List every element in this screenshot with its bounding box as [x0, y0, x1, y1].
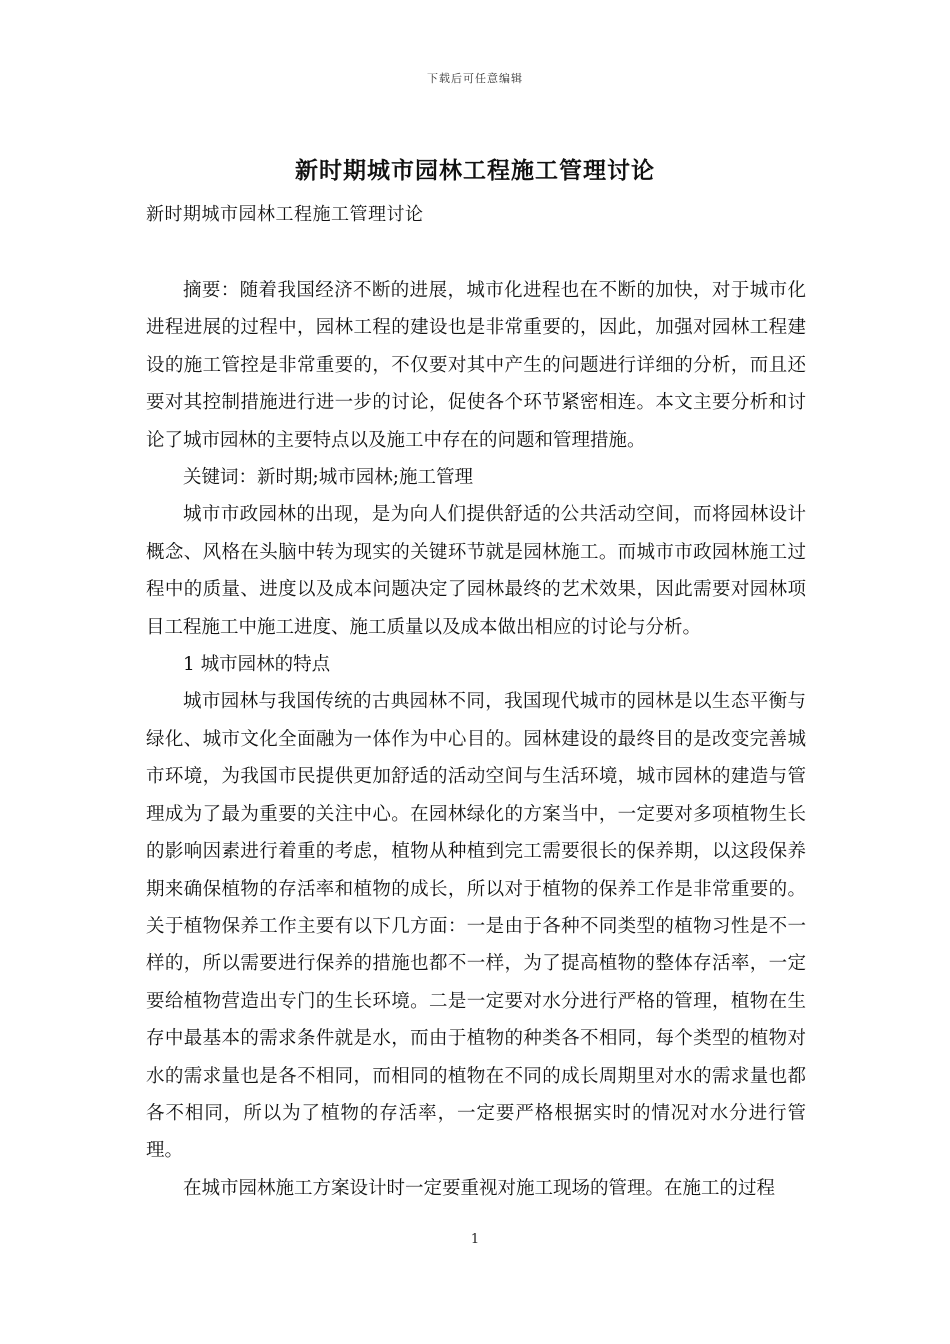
- section-heading: 1 城市园林的特点: [183, 654, 331, 676]
- header-note: 下载后可任意编辑: [427, 72, 523, 85]
- intro-paragraph: 城市市政园林的出现，是为向人们提供舒适的公共活动空间，而将园林设计概念、风格在头脑中转为现实的关键环节就是园林施工。而城市市政园林施工过程中的质量、进度以及成本问题决定了园林最终的艺术效果，因此需要对园林项目工程施工中施工进度、施工质量以及成本做出相应的讨论与分析。: [146, 504, 806, 638]
- abstract-paragraph: 摘要：随着我国经济不断的进展，城市化进程也在不断的加快，对于城市化进程进展的过程中，园林工程的建设也是非常重要的，因此，加强对园林工程建设的施工管控是非常重要的，不仅要对其中产生的问题进行详细的分析，而且还要对其控制措施进行进一步的讨论，促使各个环节紧密相连。本文主要分析和讨论了城市园林的主要特点以及施工中存在的问题和管理措施。: [146, 280, 806, 451]
- body-paragraph: 城市园林与我国传统的古典园林不同，我国现代城市的园林是以生态平衡与绿化、城市文化全面融为一体作为中心目的。园林建设的最终目的是改变完善城市环境，为我国市民提供更加舒适的活动空间与生活环境，城市园林的建造与管理成为了最为重要的关注中心。在园林绿化的方案当中，一定要对多项植物生长的影响因素进行着重的考虑，植物从种植到完工需要很长的保养期，以这段保养期来确保植物的存活率和植物的成长，所以对于植物的保养工作是非常重要的。关于植物保养工作主要有以下几方面：一是由于各种不同类型的植物习性是不一样的，所以需要进行保养的措施也都不一样，为了提高植物的整体存活率，一定要给植物营造出专门的生长环境。二是一定要对水分进行严格的管理，植物在生存中最基本的需求条件就是水，而由于植物的种类各不相同，每个类型的植物对水的需求量也是各不相同，而相同的植物在不同的成长周期里对水的需求量也都各不相同，所以为了植物的存活率，一定要严格根据实时的情况对水分进行管理。: [146, 691, 806, 1162]
- keywords-paragraph: 关键词：新时期;城市园林;施工管理: [183, 467, 473, 489]
- document-title: 新时期城市园林工程施工管理讨论: [295, 157, 655, 184]
- page-number: 1: [470, 1232, 480, 1247]
- body-paragraph: 在城市园林施工方案设计时一定要重视对施工现场的管理。在施工的过程: [183, 1177, 776, 1199]
- document-body: [146, 272, 806, 1207]
- document-subtitle: 新时期城市园林工程施工管理讨论: [146, 204, 424, 225]
